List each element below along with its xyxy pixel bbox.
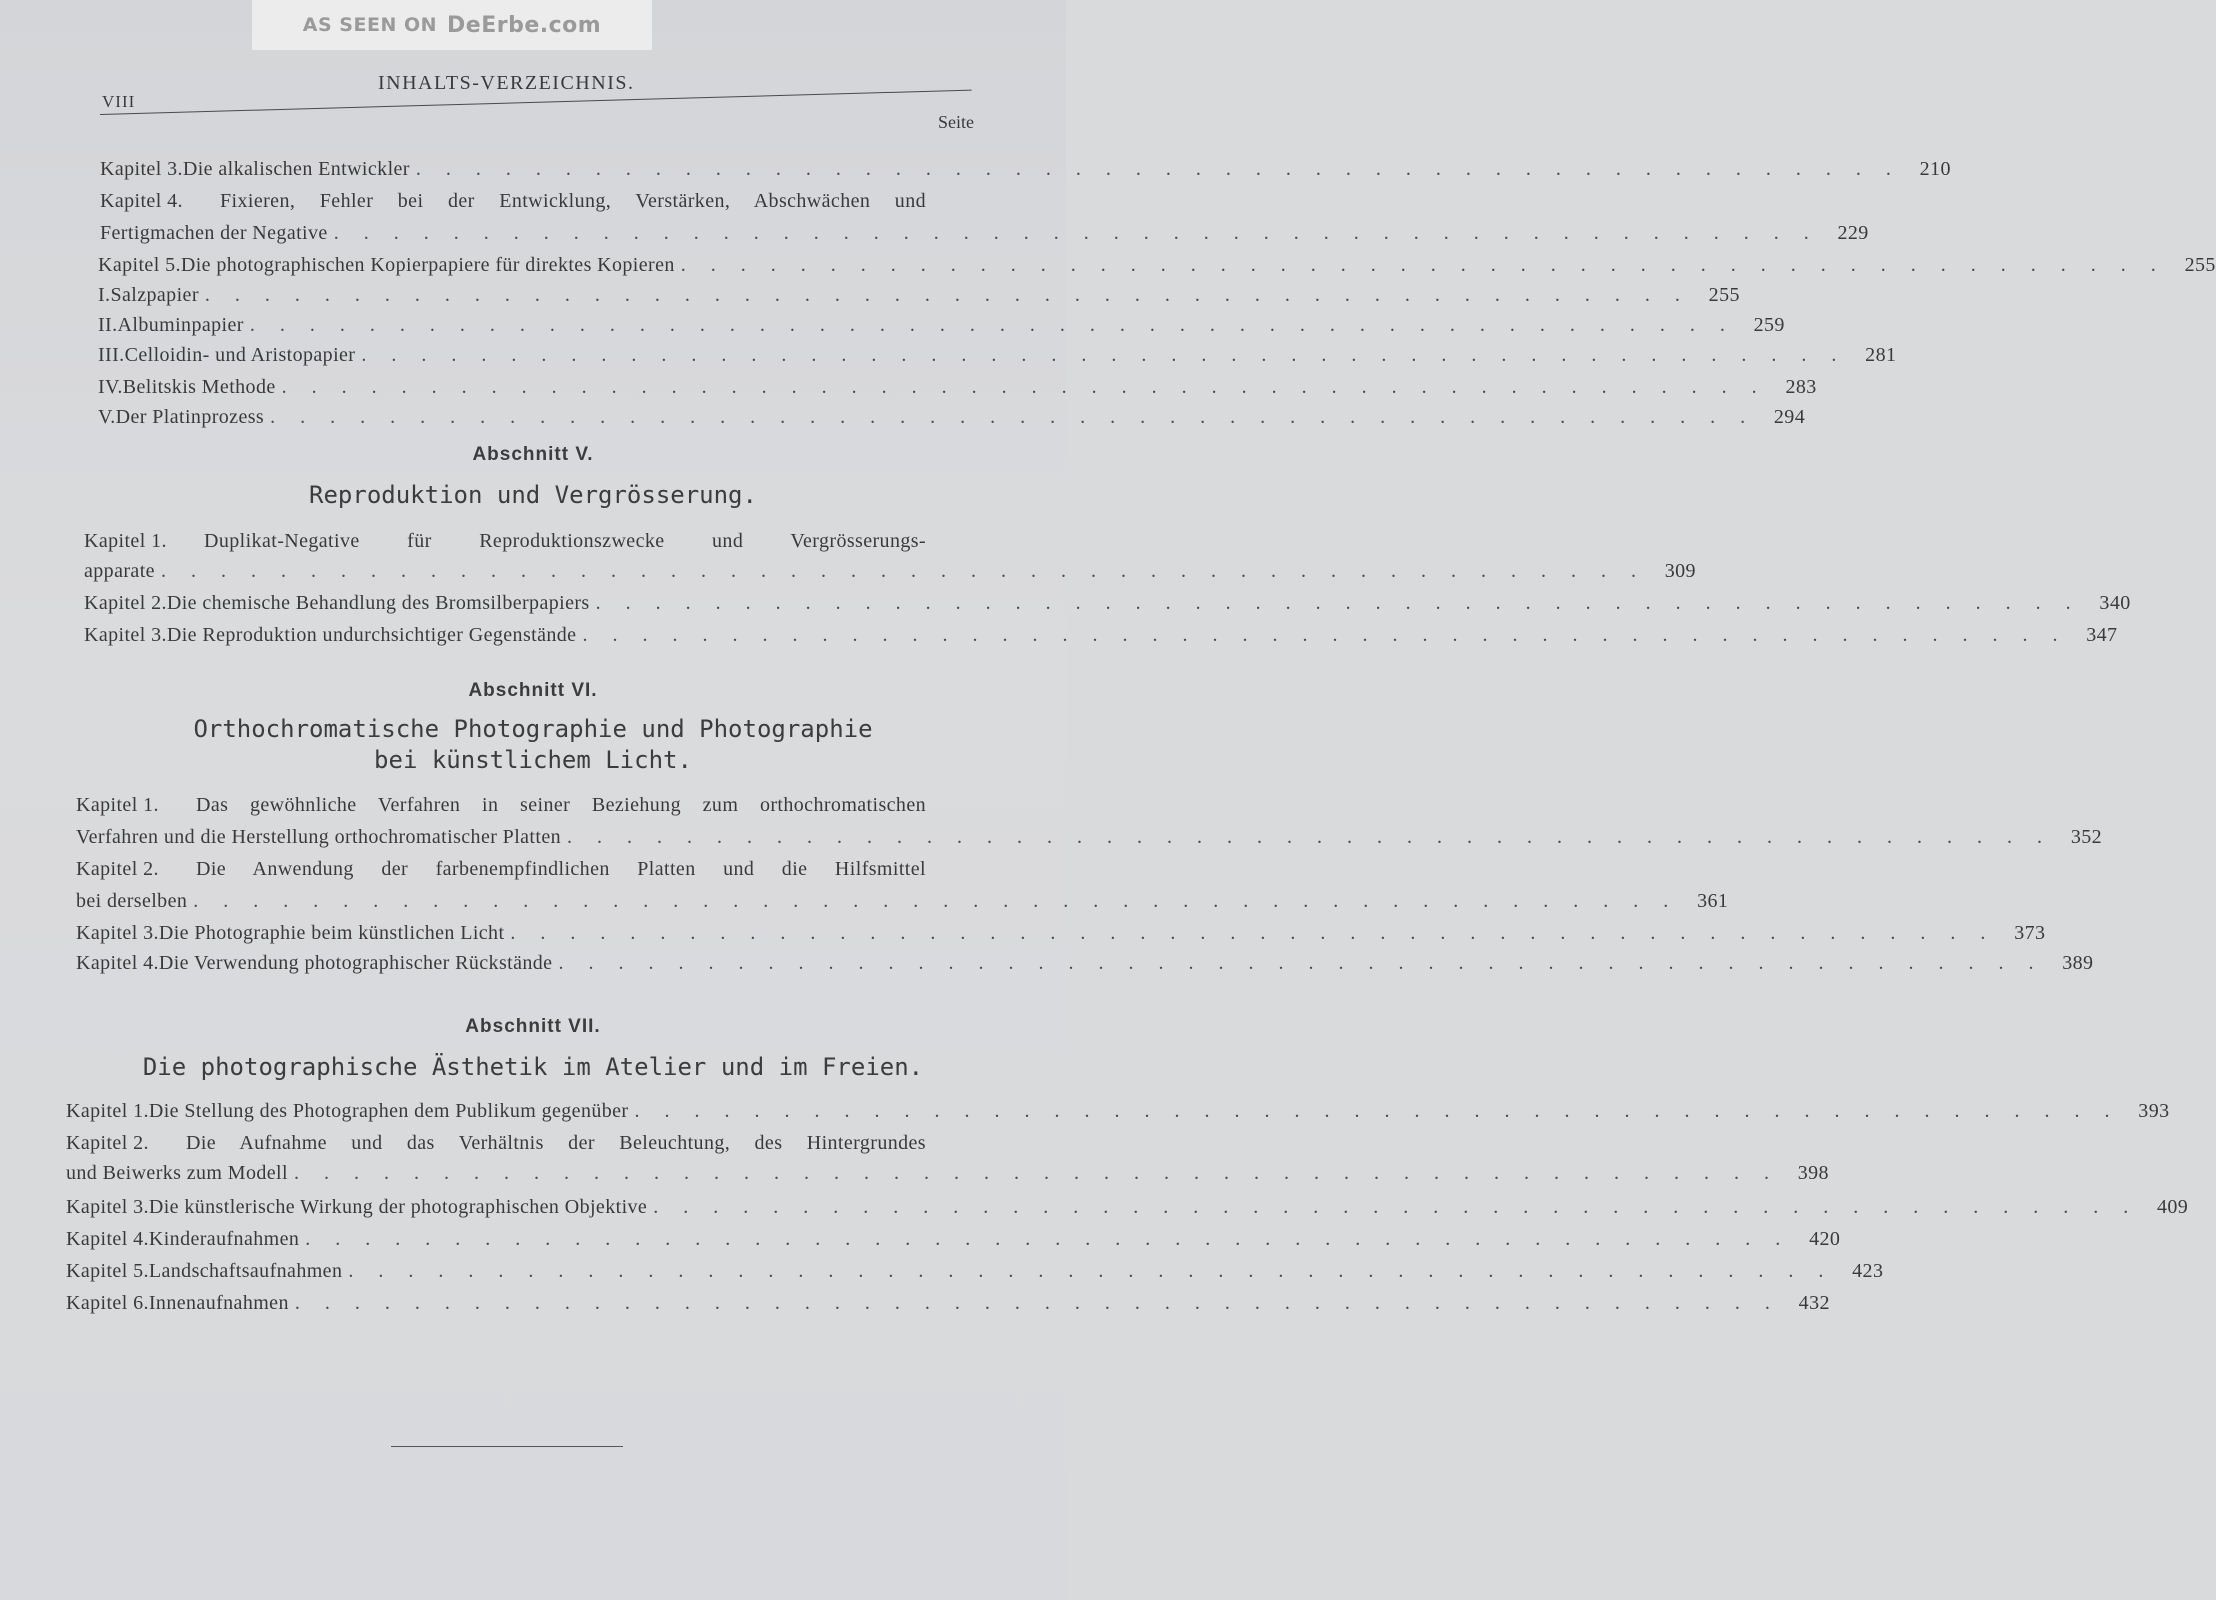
leader-dots: . . . . . . . . . . . . . . . . . . . . . . . . . . . . . . . . . . . . . . . . . . . . . . . . . . [558,952,2044,974]
section-heading: Abschnitt VI. [468,680,598,701]
leader-dots: . . . . . . . . . . . . . . . . . . . . . . . . . . . . . . . . . . . . . . . . . . . . . . . . . . [415,158,1901,180]
page-number: 255 [2184,254,2216,276]
chapter-title: Der Platinprozess [115,406,265,428]
page-number: 283 [1785,376,1817,398]
chapter-title: Belitskis Methode [122,376,276,398]
chapter-label: Kapitel 2. [66,1132,149,1154]
toc-entry [66,1292,1830,1322]
leader-dots: . . . . . . . . . . . . . . . . . . . . . . . . . . . . . . . . . . . . . . . . . . . . . . . . . . [294,1292,1780,1314]
leader-dots: . . . . . . . . . . . . . . . . . . . . . . . . . . . . . . . . . . . . . . . . . . . . . . . . . . [305,1228,1791,1250]
chapter-label: Kapitel 2. [84,592,167,614]
page-number: 259 [1753,314,1785,336]
chapter-title: Die Aufnahme und das Verhältnis der Beleuchtung, des Hintergrundes [186,1132,926,1154]
leader-dots: . . . . . . . . . . . . . . . . . . . . . . . . . . . . . . . . . . . . . . . . . . . . . . . . . . [160,560,1646,582]
chapter-title: Verfahren und die Herstellung orthochromatischer Platten [76,826,562,848]
page-number: 255 [1708,284,1740,306]
watermark-brand: DeErbe.com [447,12,602,38]
chapter-label: Kapitel 4. [76,952,159,974]
toc-entry [100,222,1869,252]
chapter-title: bei derselben [76,890,188,912]
page-title: INHALTS-VERZEICHNIS. [378,72,635,94]
leader-dots: . . . . . . . . . . . . . . . . . . . . . . . . . . . . . . . . . . . . . . . . . . . . . . . . . . [361,344,1847,366]
chapter-title: Fertigmachen der Negative [100,222,328,244]
toc-entry [98,376,1817,406]
chapter-title: Die alkalischen Entwickler [182,158,410,180]
chapter-title: Die Anwendung der farbenempfindlichen Platten und die Hilfsmittel [196,858,926,880]
toc-entry [84,560,1696,590]
chapter-label: Kapitel 3. [100,158,183,180]
chapter-title: Die künstlerische Wirkung der photographischen Objektive [148,1196,648,1218]
page-number: 210 [1919,158,1951,180]
section-title-line: bei künstlichem Licht. [374,746,692,774]
toc-entry [66,1196,2189,1226]
chapter-label: II. [98,314,118,336]
leader-dots: . . . . . . . . . . . . . . . . . . . . . . . . . . . . . . . . . . . . . . . . . . . . . . . . . . [348,1260,1834,1282]
toc-entry [84,530,976,560]
page-number: 352 [2070,826,2103,848]
running-head [100,64,972,120]
toc-entry [98,314,1785,344]
toc-entry [84,624,2118,654]
toc-entry [98,344,1897,374]
page-number: 294 [1773,406,1806,428]
toc-entry [76,794,976,824]
chapter-title: Salzpapier [110,284,199,306]
page-number: 420 [1809,1228,1841,1250]
leader-dots: . . . . . . . . . . . . . . . . . . . . . . . . . . . . . . . . . . . . . . . . . . . . . . . . . . [634,1100,2120,1122]
leader-dots: . . . . . . . . . . . . . . . . . . . . . . . . . . . . . . . . . . . . . . . . . . . . . . . . . . [582,624,2068,646]
page-number: 398 [1797,1162,1829,1184]
section-title-line: Reproduktion und Vergrösserung. [309,481,757,509]
toc-entry [76,922,2046,952]
chapter-title: Kinderaufnahmen [148,1228,300,1250]
chapter-label: Kapitel 1. [76,794,159,816]
leader-dots: . . . . . . . . . . . . . . . . . . . . . . . . . . . . . . . . . . . . . . . . . . . . . . . . . . [249,314,1735,336]
toc-entry [76,890,1729,920]
page-number: 309 [1664,560,1696,582]
toc-entry [100,190,976,220]
chapter-title: Die Verwendung photographischer Rückstände [158,952,553,974]
toc-entry [66,1260,1884,1290]
page-number: 389 [2062,952,2094,974]
chapter-title: Die Stellung des Photographen dem Publikum gegenüber [148,1100,629,1122]
toc-entry [84,592,2131,622]
toc-entry [98,406,1806,436]
chapter-title: Duplikat-Negative für Reproduktionszwecke und Vergrösserungs- [204,530,926,552]
chapter-label: Kapitel 5. [98,254,181,276]
section-title [0,480,1066,511]
chapter-label: Kapitel 5. [66,1260,149,1282]
section-heading: Abschnitt VII. [465,1016,601,1037]
seite-column-label: Seite [938,112,974,132]
leader-dots: . . . . . . . . . . . . . . . . . . . . . . . . . . . . . . . . . . . . . . . . . . . . . . . . . . [270,406,1756,428]
page-folio: VIII [102,92,136,111]
page-number: 393 [2138,1100,2170,1122]
leader-dots: . . . . . . . . . . . . . . . . . . . . . . . . . . . . . . . . . . . . . . . . . . . . . . . . . . [193,890,1679,912]
section-heading: Abschnitt V. [472,444,594,465]
page-number: 347 [2086,624,2118,646]
toc-entry [98,284,1740,314]
watermark-banner [252,0,652,50]
chapter-title: Die Reproduktion undurchsichtiger Gegenstände [166,624,577,646]
leader-dots: . . . . . . . . . . . . . . . . . . . . . . . . . . . . . . . . . . . . . . . . . . . . . . . . . . [204,284,1690,306]
chapter-title: Das gewöhnliche Verfahren in seiner Beziehung zum orthochromatischen [196,794,926,816]
page-number: 361 [1697,890,1729,912]
chapter-title: Innenaufnahmen [148,1292,289,1314]
page-number: 423 [1852,1260,1884,1282]
chapter-title: Landschaftsaufnahmen [148,1260,343,1282]
chapter-label: Kapitel 3. [76,922,159,944]
page-number: 340 [2099,592,2131,614]
toc-entry [76,858,976,888]
chapter-title: Albuminpapier [117,314,244,336]
chapter-title: Celloidin- und Aristopapier [124,344,356,366]
chapter-title: Die Photographie beim künstlichen Licht [158,922,505,944]
chapter-label: Kapitel 6. [66,1292,149,1314]
chapter-title: Die chemische Behandlung des Bromsilberpapiers [166,592,590,614]
chapter-label: Kapitel 1. [66,1100,149,1122]
chapter-label: Kapitel 3. [84,624,167,646]
chapter-label: Kapitel 3. [66,1196,149,1218]
page-number: 432 [1798,1292,1830,1314]
page-number: 409 [2157,1196,2189,1218]
chapter-title: Fixieren, Fehler bei der Entwicklung, Verstärken, Abschwächen und [220,190,926,212]
toc-entry [98,254,2216,284]
chapter-title: apparate [84,560,155,582]
section-title-line: Orthochromatische Photographie und Photographie [193,715,873,743]
toc-entry [100,158,1951,188]
leader-dots: . . . . . . . . . . . . . . . . . . . . . . . . . . . . . . . . . . . . . . . . . . . . . . . . . . [567,826,2053,848]
chapter-title: Die photographischen Kopierpapiere für direktes Kopieren [180,254,675,276]
toc-entry [66,1132,976,1162]
section-title [0,714,1066,776]
chapter-label: IV. [98,376,123,398]
leader-dots: . . . . . . . . . . . . . . . . . . . . . . . . . . . . . . . . . . . . . . . . . . . . . . . . . . [510,922,1996,944]
leader-dots: . . . . . . . . . . . . . . . . . . . . . . . . . . . . . . . . . . . . . . . . . . . . . . . . . . [653,1196,2139,1218]
leader-dots: . . . . . . . . . . . . . . . . . . . . . . . . . . . . . . . . . . . . . . . . . . . . . . . . . . [293,1162,1779,1184]
toc-entry [76,826,2103,856]
toc-entry [66,1162,1829,1192]
toc-entry [76,952,2094,982]
toc-entry [66,1228,1841,1258]
page-number: 373 [2014,922,2046,944]
watermark-prefix: AS SEEN ON [302,14,438,36]
leader-dots: . . . . . . . . . . . . . . . . . . . . . . . . . . . . . . . . . . . . . . . . . . . . . . . . . . [680,254,2166,276]
chapter-label: Kapitel 4. [66,1228,149,1250]
chapter-label: I. [98,284,111,306]
chapter-label: Kapitel 4. [100,190,183,212]
leader-dots: . . . . . . . . . . . . . . . . . . . . . . . . . . . . . . . . . . . . . . . . . . . . . . . . . . [595,592,2081,614]
section-title-line: Die photographische Ästhetik im Atelier und im Freien. [142,1053,924,1081]
leader-dots: . . . . . . . . . . . . . . . . . . . . . . . . . . . . . . . . . . . . . . . . . . . . . . . . . . [281,376,1767,398]
chapter-label: Kapitel 1. [84,530,167,552]
page-number: 281 [1865,344,1897,366]
page-number: 229 [1837,222,1869,244]
chapter-label: V. [98,406,116,428]
section-title [0,1052,1066,1083]
toc-entry [66,1100,2170,1130]
chapter-label: III. [98,344,125,366]
end-rule [391,1446,623,1447]
chapter-title: und Beiwerks zum Modell [66,1162,288,1184]
leader-dots: . . . . . . . . . . . . . . . . . . . . . . . . . . . . . . . . . . . . . . . . . . . . . . . . . . [333,222,1819,244]
chapter-label: Kapitel 2. [76,858,159,880]
